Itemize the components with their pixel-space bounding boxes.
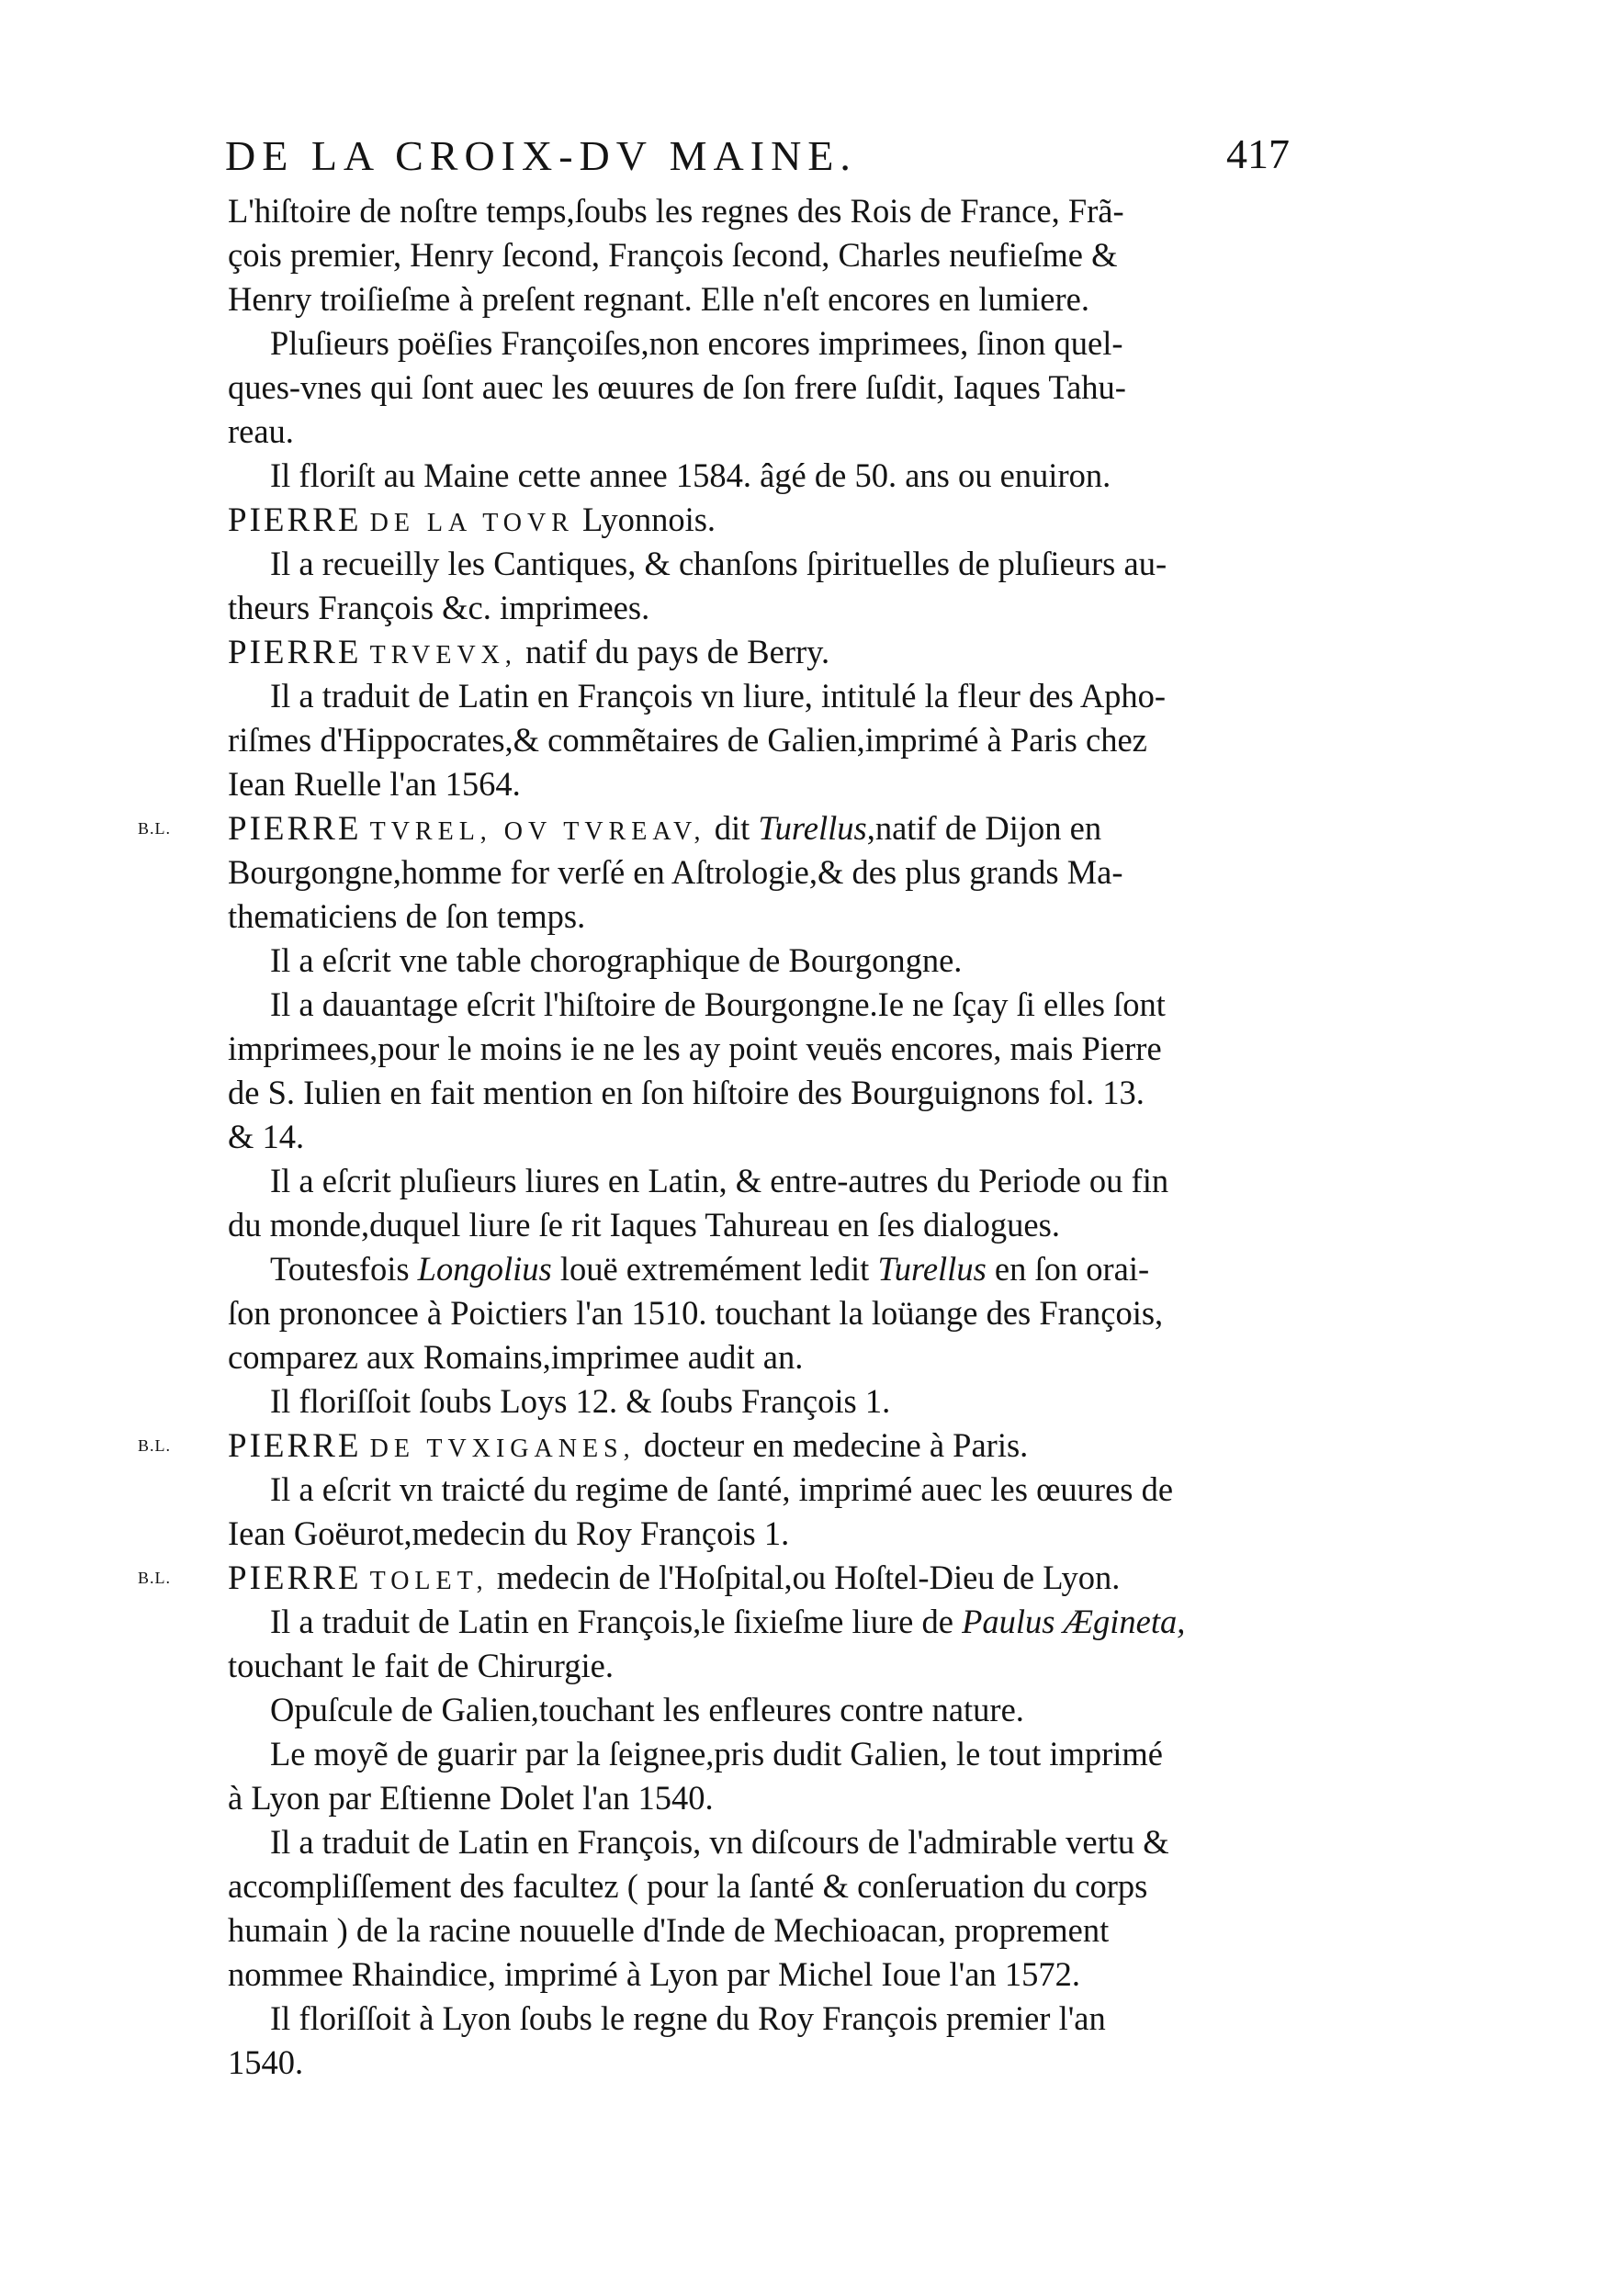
text-line-toutesfois [228,1247,1293,1291]
text-line: çois premier, Henry ſecond, François ſecond, Charles neufieſme & [228,236,1118,274]
text-line: nommee Rhaindice, imprimé à Lyon par Michel Ioue l'an 1572. [228,1955,1080,1993]
entry-forename: PIERRE [228,1559,362,1597]
text-line: riſmes d'Hippocrates,& commẽtaires de Galien,imprimé à Paris chez [228,721,1147,759]
running-title: DE LA CROIX-DV MAINE. [225,132,857,179]
text-line: du monde,duquel liure ſe rit Iaques Tahureau en ſes dialogues. [228,1206,1060,1244]
text-line: Henry troiſieſme à preſent regnant. Elle n'eſt encores en lumiere. [228,280,1089,318]
margin-marker: B.L. [138,819,172,838]
text-line: de S. Iulien en fait mention en ſon hiſtoire des Bourguignons fol. 13. [228,1074,1145,1111]
text-line: Il floriſſoit ſoubs Loys 12. & ſoubs François 1. [270,1382,891,1420]
text-line: 1540. [228,2043,304,2081]
entry-description: ,natif de Dijon en [866,809,1102,847]
text-line-paulus [228,1600,1293,1644]
margin-marker: B.L. [138,1436,172,1455]
entry-forename: PIERRE [228,634,362,671]
text-line: Iean Goëurot,medecin du Roy François 1. [228,1514,790,1552]
text-line: ſon prononcee à Poictiers l'an 1510. touchant la loüange des François, [228,1294,1164,1332]
text-line: Il floriſt au Maine cette annee 1584. âgé de 50. ans ou enuiron. [270,456,1111,494]
text-line: Il a traduit de Latin en François, vn diſcours de l'admirable vertu & [270,1823,1169,1861]
text-line: Il a eſcrit pluſieurs liures en Latin, & entre-autres du Periode ou fin [270,1162,1169,1199]
entry-description: Lyonnois. [582,501,716,538]
text-line: à Lyon par Eſtienne Dolet l'an 1540. [228,1779,714,1817]
entry-latin-name: Turellus [758,809,867,847]
latin-name: Turellus [877,1250,987,1288]
entry-heading-tour [228,498,1293,542]
entry-description: medecin de l'Hoſpital,ou Hoſtel-Dieu de Lyon. [496,1559,1121,1596]
entry-surname: DE LA TOVR [369,509,574,537]
text-line: imprimees,pour le moins ie ne les ay point veuës encores, mais Pierre [228,1030,1162,1067]
entry-surname: TRVEVX, [369,641,517,670]
text-run: Il a traduit de Latin en François,le ſixieſme liure de [270,1603,963,1640]
entry-forename: PIERRE [228,810,362,848]
text-line: Il a recueilly les Cantiques, & chanſons ſpirituelles de pluſieurs au- [270,545,1167,582]
entry-heading-tuxiganes [138,1424,1293,1468]
latin-name: Longolius [417,1250,552,1288]
latin-name: Paulus Æginetа, [962,1603,1186,1640]
entry-forename: PIERRE [228,1427,362,1465]
text-line: thematiciens de ſon temps. [228,897,586,935]
text-line: Le moyẽ de guarir par la ſeignee,pris dudit Galien, le tout imprimé [270,1735,1164,1773]
text-line: Pluſieurs poëſies Françoiſes,non encores imprimees, ſinon quel- [270,324,1123,362]
body-text [138,189,1293,2085]
text-line: accompliſſement des facultez ( pour la ſanté & conſeruation du corps [228,1867,1148,1905]
entry-dit: dit [714,809,750,847]
entry-surname: TVREL, OV TVREAV, [369,817,706,846]
text-line: Il a traduit de Latin en François vn liure, intitulé la fleur des Apho- [270,677,1167,715]
entry-heading-turel [138,806,1293,850]
text-line: ques-vnes qui ſont auec les œuures de ſon frere ſuſdit, Iaques Tahu- [228,368,1126,406]
text-line: L'hiſtoire de noſtre temps,ſoubs les regnes des Rois de France, Frã- [228,192,1124,230]
text-line: touchant le fait de Chirurgie. [228,1647,614,1684]
text-run: louë extremément ledit [551,1250,878,1288]
text-run: en ſon orai- [986,1250,1150,1288]
text-line: reau. [228,412,294,450]
entry-surname: TOLET, [369,1567,489,1595]
text-line: humain ) de la racine nouuelle d'Inde de Mechioacan, proprement [228,1911,1110,1949]
text-line: Il a eſcrit vn traicté du regime de ſanté, imprimé auec les œuures de [270,1470,1174,1508]
text-line: & 14. [228,1118,305,1155]
entry-surname: DE TVXIGANES, [369,1435,636,1463]
page-number: 417 [1226,130,1290,177]
text-line: Bourgongne,homme for verſé en Aſtrologie,& des plus grands Ma- [228,853,1123,891]
margin-marker: B.L. [138,1569,172,1587]
entry-heading-tolet [138,1556,1293,1600]
text-line: theurs François &c. imprimees. [228,589,650,626]
entry-forename: PIERRE [228,501,362,539]
text-line: Iean Ruelle l'an 1564. [228,765,521,803]
entry-description: natif du pays de Berry. [525,633,830,670]
entry-heading-truevx [228,630,1293,674]
text-line: Opuſcule de Galien,touchant les enfleures contre nature. [270,1691,1024,1728]
text-line: Il a dauantage eſcrit l'hiſtoire de Bourgongne.Ie ne ſçay ſi elles ſont [270,985,1166,1023]
text-line: Il a eſcrit vne table chorographique de Bourgongne. [270,941,963,979]
text-line: Il floriſſoit à Lyon ſoubs le regne du Roy François premier l'an [270,1999,1106,2037]
entry-description: docteur en medecine à Paris. [643,1426,1029,1464]
text-run: Toutesfois [270,1250,418,1288]
text-line: comparez aux Romains,imprimee audit an. [228,1338,804,1376]
